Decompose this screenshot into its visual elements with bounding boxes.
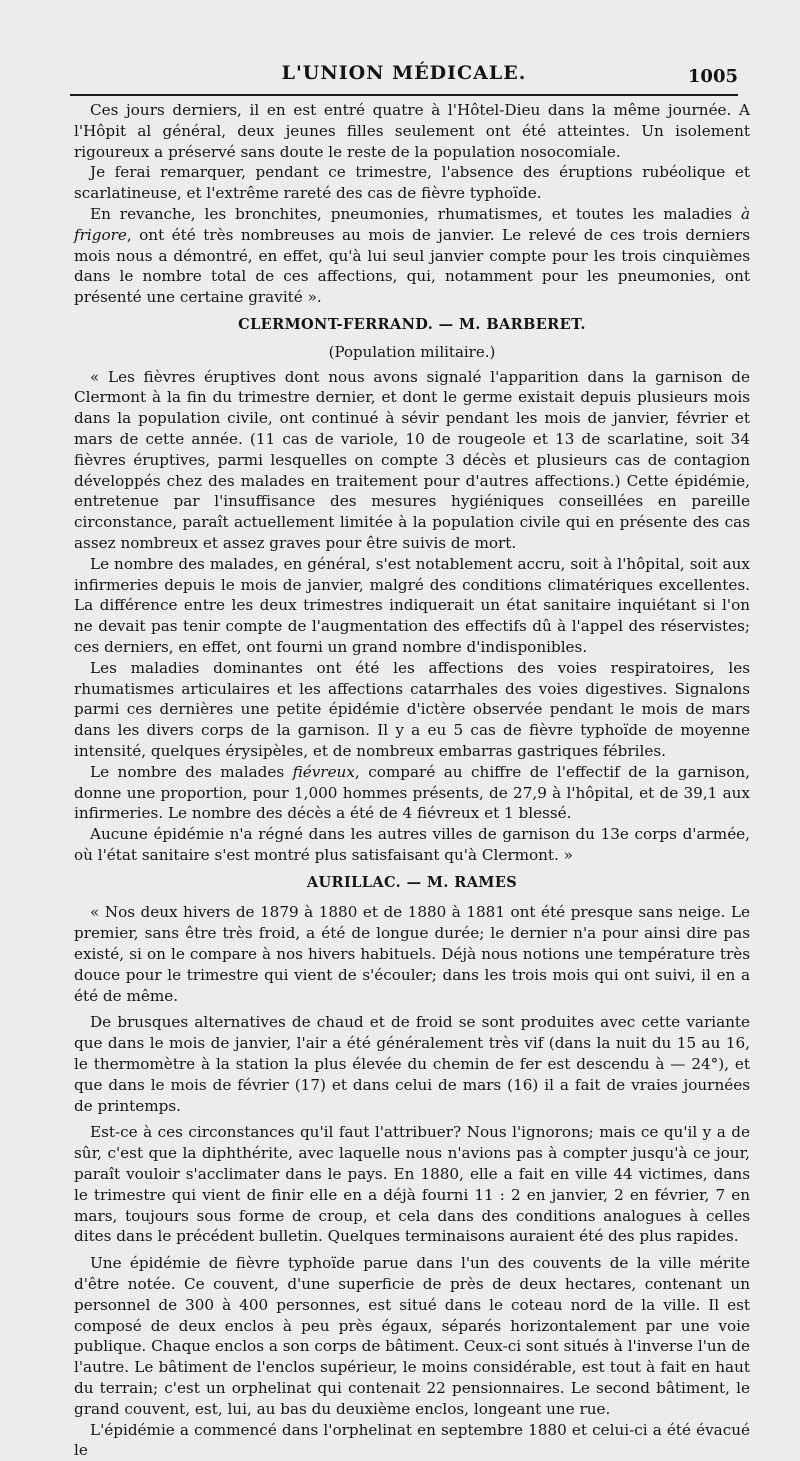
paragraph: Est-ce à ces circonstances qu'il faut l'attribuer? Nous l'ignorons; mais ce qu'il y a de sûr, c'est que la diphthérite, avec laquelle nous n'avions pas à compter jusqu'à ce jour, paraît vouloir s'acclimater dans le pays. En 1880, elle a fait en ville 44 victimes, dans le trimestre qui vient de finir elle en a déjà fourni 11 : 2 en janvier, 2 en février, 7 en mars, toujours sous forme de croup, et cela dans des conditions analogues à celles dites dans le précédent bulletin. Quelques terminaisons auraient été des plus rapides. (74, 1123, 750, 1246)
paragraph: Aucune épidémie n'a régné dans les autres villes de garnison du 13e corps d'armée, où l'état sanitaire s'est montré plus satisfaisant qu'à Clermont. » (74, 825, 750, 864)
paragraph-text: , ont été très nombreuses au mois de janvier. Le relevé de ces trois derniers mois nous a démontré, en effet, qu'à lui seul janvier compte pour les trois cinquièmes dans le nombre total de ces affections, qui, notamment pour les pneumonies, ont présenté une certaine gravité ». (74, 225, 750, 307)
paragraph: L'épidémie a commencé dans l'orphelinat en septembre 1880 et celui-ci a été évacué le (74, 1420, 750, 1460)
italic-term: fiévreux (292, 762, 355, 781)
running-title: L'UNION MÉDICALE. (281, 62, 527, 84)
italic-term: à frigore (74, 204, 750, 244)
paragraph: Ces jours derniers, il en est entré quatre à l'Hôtel-Dieu dans la même journée. A l'Hôpit al général, deux jeunes filles seulement ont été atteintes. Un isolement rigoureux a préservé sans doute le reste de la population nosocomiale. (74, 101, 750, 161)
paragraph (74, 204, 750, 308)
section-heading-aurillac: AURILLAC. — M. RAMES (306, 873, 518, 891)
page-header (70, 62, 738, 92)
paragraph-text: , comparé au chiffre de l'effectif de la garnison, donne une proportion, pour 1,000 hommes présents, de 27,9 à l'hôpital, et de 39,1 aux infirmeries. Le nombre des décès a été de 4 fiévreux et 1 blessé. (74, 762, 750, 823)
header-rule (70, 94, 738, 96)
paragraph: Une épidémie de fièvre typhoïde parue dans l'un des couvents de la ville mérite d'être notée. Ce couvent, d'une superficie de près de deux hectares, contenant un personnel de 300 à 400 personnes, est situé dans le coteau nord de la ville. Il est composé de deux enclos à peu près égaux, séparés horizontalement par une voie publique. Chaque enclos a son corps de bâtiment. Ceux-ci sont situés à l'inverse l'un de l'autre. Le bâtiment de l'enclos supérieur, le moins considérable, est tout à fait en haut du terrain; c'est un orphelinat qui contenait 22 pensionnaires. Le second bâtiment, le grand couvent, est, lui, au bas du deuxième enclos, longeant une rue. (74, 1254, 750, 1418)
paragraph: « Nos deux hivers de 1879 à 1880 et de 1880 à 1881 ont été presque sans neige. Le premier, sans être très froid, a été de longue durée; le dernier n'a pour ainsi dire pas existé, si on le compare à nos hivers habituels. Déjà nous notions une température très douce pour le trimestre qui vient de s'écouler; dans les trois mois qui ont suivi, il en a été de même. (74, 903, 750, 1005)
paragraph-text: En revanche, les bronchites, pneumonies, rhumatismes, et toutes les maladies (90, 204, 741, 223)
paragraph: De brusques alternatives de chaud et de froid se sont produites avec cette variante que dans le mois de janvier, l'air a été généralement très vif (dans la nuit du 15 au 16, le thermomètre à la station la plus élevée du chemin de fer est descendu à — 24°), et que dans le mois de février (17) et dans celui de mars (16) il a fait de vraies journées de printemps. (74, 1013, 750, 1115)
section-subheading: (Population militaire.) (328, 342, 496, 361)
paragraph (74, 762, 750, 824)
article-body (74, 100, 750, 1461)
paragraph: Le nombre des malades, en général, s'est notablement accru, soit à l'hôpital, soit aux infirmeries depuis le mois de janvier, malgré des conditions climatériques excellentes. La différence entre les deux trimestres indiquerait un état sanitaire inquiétant si l'on ne devait pas tenir compte de l'augmentation des effectifs dû à l'appel des réservistes; ces derniers, en effet, ont fourni un grand nombre d'indisponibles. (74, 554, 750, 656)
page-number: 1005 (687, 66, 738, 87)
paragraph: « Les fièvres éruptives dont nous avons signalé l'apparition dans la garnison de Clermont à la fin du trimestre dernier, et dont le germe existait depuis plusieurs mois dans la population civile, ont continué à sévir pendant les mois de janvier, février et mars de cette année. (11 cas de variole, 10 de rougeole et 13 de scarlatine, soit 34 fièvres éruptives, parmi lesquelles on compte 3 décès et plusieurs cas de contagion développés chez des malades en traitement pour d'autres affections.) Cette épidémie, entretenue par l'insuffisance des mesures hygiéniques conseillées en pareille circonstance, paraît actuellement limitée à la population civile qui en présente des cas assez nombreux et assez graves pour être suivis de mort. (74, 367, 750, 552)
paragraph: Les maladies dominantes ont été les affections des voies respiratoires, les rhumatismes articulaires et les affections catarrhales des voies digestives. Signalons parmi ces dernières une petite épidémie d'ictère observée pendant le mois de mars dans les divers corps de la garnison. Il y a eu 5 cas de fièvre typhoïde de moyenne intensité, quelques érysipèles, et de nombreux embarras gastriques fébriles. (74, 658, 750, 760)
section-heading-clermont: CLERMONT-FERRAND. — M. BARBERET. (238, 315, 586, 333)
paragraph-text: Le nombre des malades (90, 762, 293, 781)
paragraph: Je ferai remarquer, pendant ce trimestre, l'absence des éruptions rubéolique et scarlatineuse, et l'extrême rareté des cas de fièvre typhoïde. (74, 163, 750, 203)
